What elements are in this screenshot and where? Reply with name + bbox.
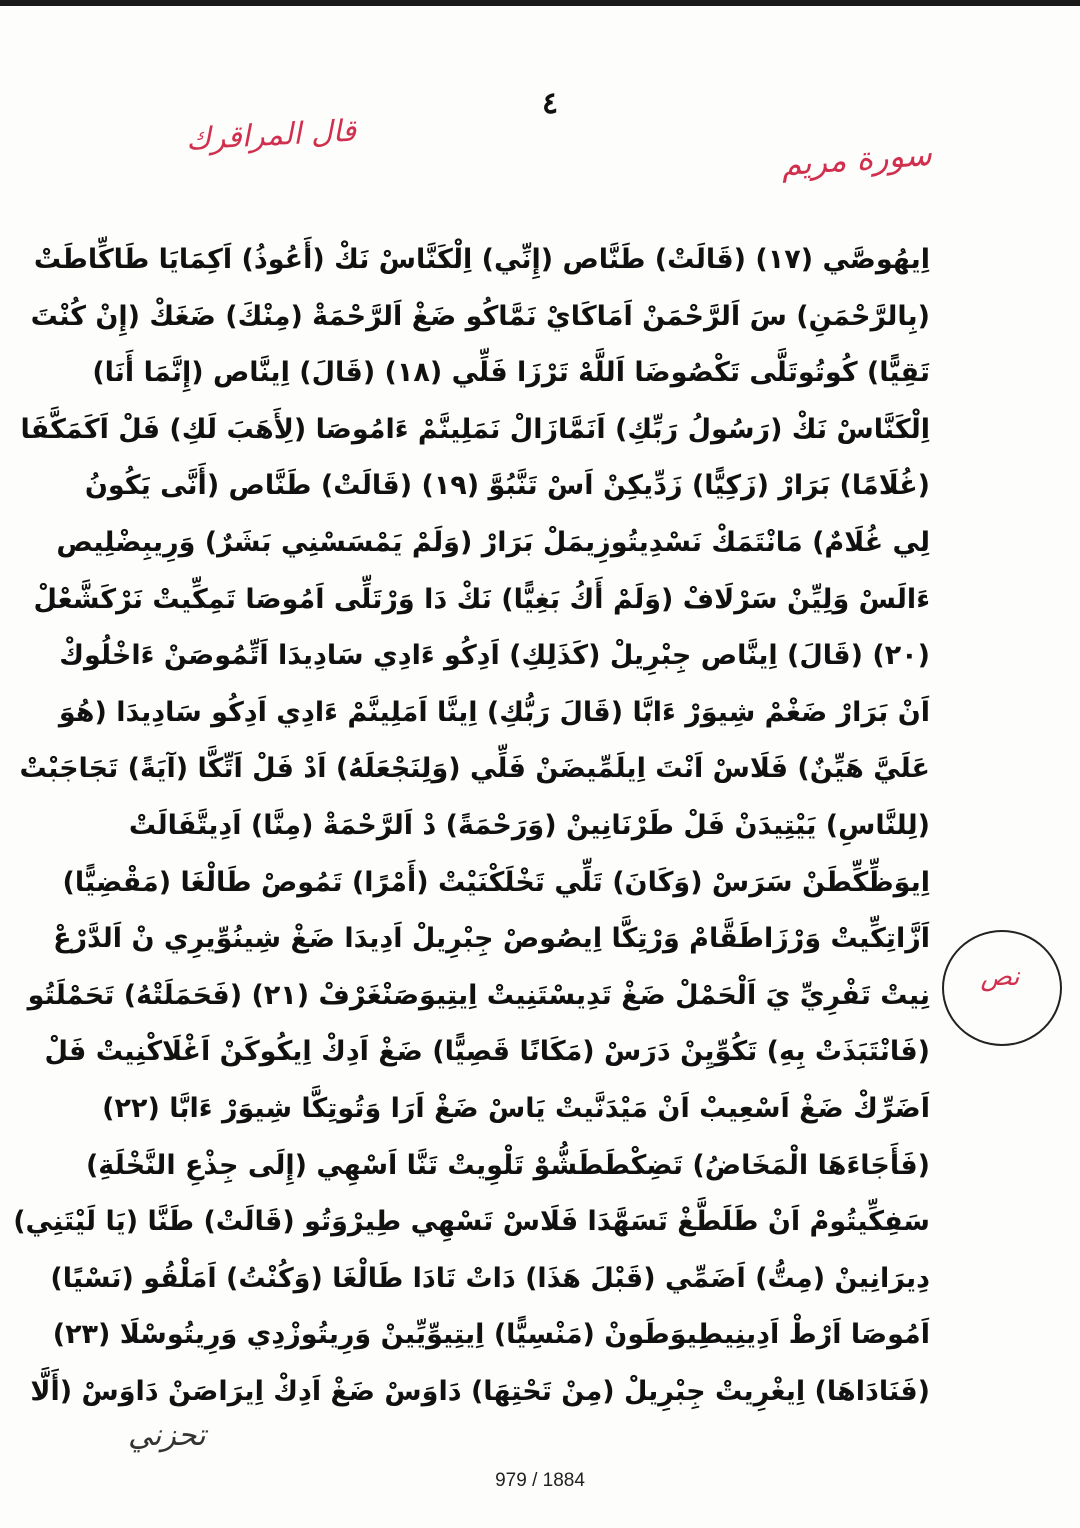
text-line: اَزَّاتِكِّيتْ وَرْزَاطَقَّامْ وَرْتِكَّا اِيصُوصْ جِبْرِيلْ اَدِيدَا ضَغْ شِينُوِّيرِي نْ اَلدَّرْعْ: [53, 923, 930, 955]
page-number: ٤: [541, 86, 559, 121]
text-line: اِيهُوصَّي (١٧) (قَالَتْ) طَنَّاص (إِنِّي) اِلْكَنَّاسْ نَكْ (أَعُوذُ) اَكِمَايَا طَاكِّاطَتْ: [33, 244, 930, 275]
text-line: (٢٠) (قَالَ) اِينَّاص جِبْرِيلْ (كَذَلِكِ) اَدِكُو ءَادِي سَادِيدَا اَتِّمُوصَنْ ءَاخْلُوكْ: [59, 640, 930, 672]
text-line: (لِلنَّاسِ) يَيْتِيدَنْ فَلْ طَرْنَانِينْ (وَرَحْمَةً) دْ اَلرَّحْمَةْ (مِنَّا) اَدِيتَّفَالَتْ: [128, 809, 930, 841]
handwritten-signature: تحزني: [128, 1418, 206, 1453]
handwritten-surah-title: سورة مريم: [780, 134, 934, 184]
text-line: دِيرَانِينْ (مِتُّ) اَضَمِّي (قَبْلَ هَذَا) دَاتْ تَادَا طَالْغَا (وَكُنْتُ) اَمَلْقُو (نَسْيًا): [50, 1262, 930, 1294]
page-counter: 979 / 1884: [495, 1470, 585, 1491]
text-line: نِيتْ تَفْرِيِّ يَ اَلْحَمْلْ ضَغْ تَدِيسْتَنِيتْ اِيتِيوَصَنْغَرْفْ (٢١) (فَحَمَلَتْهُ) تَحَمْلَتُو: [27, 979, 930, 1011]
text-block: [13, 232, 930, 1420]
text-line: لِي غُلَامٌ) مَانْتَمَكْ نَسْدِيتُوزِيمَلْ بَرَارْ (وَلَمْ يَمْسَسْنِي بَشَرٌ) وَرِيبِضْلِيص: [56, 526, 930, 558]
text-line: (فَانْتَبَذَتْ بِهِ) تَكُوِّيِنْ دَرَسْ (مَكَانًا قَصِيًّا) ضَغْ اَدِكْ اِيكُوكَنْ اَغْلَاكْنِيتْ فَلْ: [44, 1036, 930, 1068]
text-line: اِلْكَنَّاسْ نَكْ (رَسُولُ رَبِّكِ) اَنَمَّازَالْ نَمَلِينَّمْ ءَامُوصَا (لِأَهَبَ لَكِ) فَلْ اَكَمَكَّفَا: [20, 413, 930, 445]
text-line: اَضَرِّكْ ضَغْ اَسْعِيبْ اَنْ مَيْدَنَّيتْ يَاسْ ضَغْ اَرَا وَتُوتِكَّا شِيوَرْ ءَابَّا (٢٢): [102, 1092, 930, 1124]
text-line: عَلَيَّ هَيِّنٌ) فَلَاسْ اَنْتَ اِيلَمِّيضَنْ فَلِّي (وَلِنَجْعَلَهُ) اَدْ فَلْ اَتِّكَّا (آيَةً) تَجَاجَبْتْ: [19, 753, 930, 785]
handwritten-note-top-left: قال المراقرك: [185, 113, 357, 158]
text-line: (فَأَجَاءَهَا الْمَخَاضُ) تَضِكْطَطَشُّوْ تَلْوِيتْ تَنَّا اَسْهِي (إِلَى جِذْعِ النَّخْلَةِ): [85, 1149, 930, 1181]
text-line: ءَالَسْ وَلِيِّنْ سَرْلَافْ (وَلَمْ أَكُ بَغِيًّا) نَكْ دَا وَرْتَلِّى اَمُوصَا تَمِكِّيتْ نَرْكَشَّعْلْ: [33, 583, 930, 615]
text-line: (بِالرَّحْمَنِ) سَ اَلرَّحْمَنْ اَمَاكَايْ نَمَّاكُو ضَغْ اَلرَّحْمَةْ (مِنْكَ) ضَغَكْ (إِنْ كُنْتَ: [30, 300, 930, 332]
text-line: سَفِكِّيتُومْ اَنْ طَلَطَّغْ تَسَهَّدَا فَلَاسْ تَسْهِي طِيرْوَتُو (قَالَتْ) طَنَّا (يَا لَيْتَنِي): [13, 1206, 930, 1238]
text-line: اَمُوصَا اَرْطْ اَدِينِيطِيوَطَونْ (مَنْسِيًّا) اِيتِيوِّيِّينْ وَرِيتُوزْدِي وَرِيتُوسْلَا (٢٣): [52, 1319, 930, 1351]
margin-note: نص: [980, 962, 1020, 992]
text-line: (غُلَامًا) بَرَارْ (زَكِيًّا) زَدِّيكِنْ اَسْ تَنَّبُوَّ (١٩) (قَالَتْ) طَنَّاص (أَنَّى يَكُونُ: [84, 470, 930, 502]
text-line: اِيوَظِّكِّطَنْ سَرَسْ (وَكَانَ) تَلِّي تَخْلَكْنَيْتْ (أَمْرًا) تَمُوصْ طَالْغَا (مَقْضِيًّا): [62, 866, 930, 898]
text-line: (فَنَادَاهَا) اِيغْرِيتْ جِبْرِيلْ (مِنْ تَحْتِهَا) دَاوَسْ ضَغْ اَدِكْ اِيرَاصَنْ دَاوَسْ (أَلَّا: [30, 1375, 930, 1407]
text-line: اَنْ بَرَارْ ضَغْمْ شِيوَرْ ءَابَّا (قَالَ رَبُّكِ) اِينَّا اَمَلِينَّمْ ءَادِي اَدِكُو سَادِيدَا (هُوَ: [58, 696, 930, 728]
text-line: تَقِيًّا) كُوتُوتَلَّى تَكْصُوضَا اَللَّهْ تَرْزَا فَلِّي (١٨) (قَالَ) اِينَّاص (إِنَّمَا أَنَا): [92, 357, 930, 389]
